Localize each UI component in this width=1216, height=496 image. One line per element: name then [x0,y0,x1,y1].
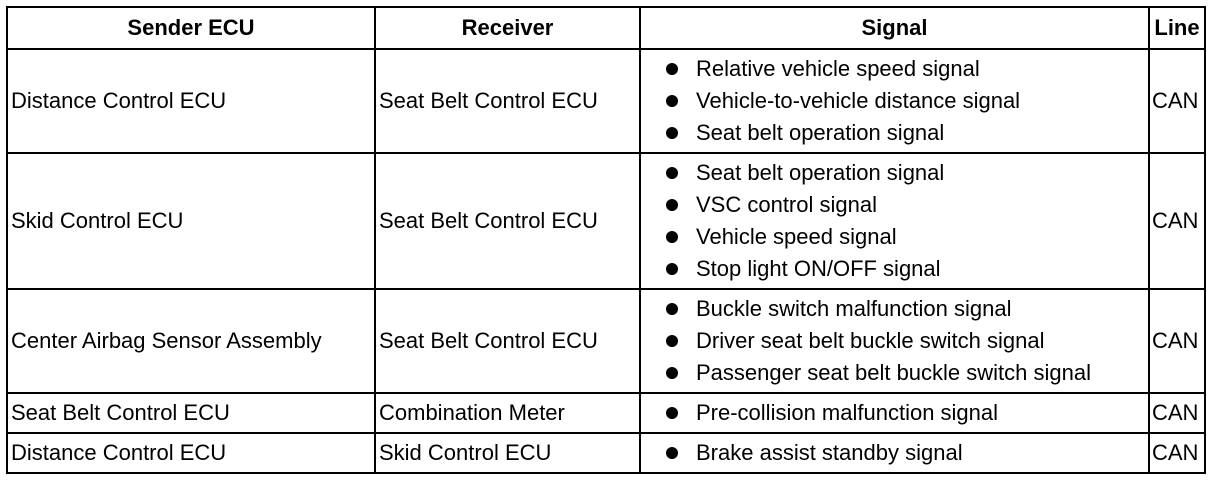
table-row [7,153,1205,289]
signal-cell [640,433,1149,473]
receiver-cell: Seat Belt Control ECU [375,153,640,289]
signal-item [644,357,1148,389]
line-cell: CAN [1149,153,1205,289]
signal-item [644,85,1148,117]
receiver-cell: Combination Meter [375,393,640,433]
signal-item [644,437,1148,469]
receiver-cell: Skid Control ECU [375,433,640,473]
bullet-icon [666,63,678,75]
header-sender-ecu: Sender ECU [7,7,375,49]
signal-cell [640,393,1149,433]
table-row [7,393,1205,433]
receiver-cell: Seat Belt Control ECU [375,49,640,153]
signal-cell [640,153,1149,289]
table-row [7,49,1205,153]
signal-list [644,394,1148,432]
header-line: Line [1149,7,1205,49]
signal-text: Seat belt operation signal [696,120,945,145]
bullet-icon [666,263,678,275]
table-row [7,433,1205,473]
line-cell: CAN [1149,393,1205,433]
line-cell: CAN [1149,289,1205,393]
signal-list [644,290,1148,392]
bullet-icon [666,167,678,179]
signal-list [644,50,1148,152]
signal-text: Pre-collision malfunction signal [696,400,999,425]
signal-text: Relative vehicle speed signal [696,56,980,81]
signal-table [6,6,1206,474]
sender-cell: Seat Belt Control ECU [7,393,375,433]
signal-list [644,434,1148,472]
bullet-icon [666,231,678,243]
signal-item [644,253,1148,285]
signal-item [644,117,1148,149]
signal-item [644,189,1148,221]
signal-item [644,157,1148,189]
signal-text: Vehicle-to-vehicle distance signal [696,88,1021,113]
signal-cell [640,289,1149,393]
header-receiver: Receiver [375,7,640,49]
signal-text: Seat belt operation signal [696,160,945,185]
bullet-icon [666,95,678,107]
signal-item [644,221,1148,253]
signal-item [644,397,1148,429]
line-cell: CAN [1149,49,1205,153]
signal-item [644,293,1148,325]
bullet-icon [666,407,678,419]
sender-cell: Distance Control ECU [7,433,375,473]
signal-text: Brake assist standby signal [696,440,963,465]
bullet-icon [666,127,678,139]
header-row [7,7,1205,49]
sender-cell: Distance Control ECU [7,49,375,153]
signal-text: Stop light ON/OFF signal [696,256,941,281]
signal-item [644,325,1148,357]
line-cell: CAN [1149,433,1205,473]
signal-item [644,53,1148,85]
signal-text: Vehicle speed signal [696,224,897,249]
bullet-icon [666,367,678,379]
signal-text: Passenger seat belt buckle switch signal [696,360,1091,385]
bullet-icon [666,199,678,211]
header-signal: Signal [640,7,1149,49]
table-row [7,289,1205,393]
bullet-icon [666,447,678,459]
signal-text: VSC control signal [696,192,877,217]
signal-text: Driver seat belt buckle switch signal [696,328,1045,353]
sender-cell: Skid Control ECU [7,153,375,289]
bullet-icon [666,303,678,315]
bullet-icon [666,335,678,347]
receiver-cell: Seat Belt Control ECU [375,289,640,393]
signal-list [644,154,1148,288]
sender-cell: Center Airbag Sensor Assembly [7,289,375,393]
signal-text: Buckle switch malfunction signal [696,296,1012,321]
signal-cell [640,49,1149,153]
